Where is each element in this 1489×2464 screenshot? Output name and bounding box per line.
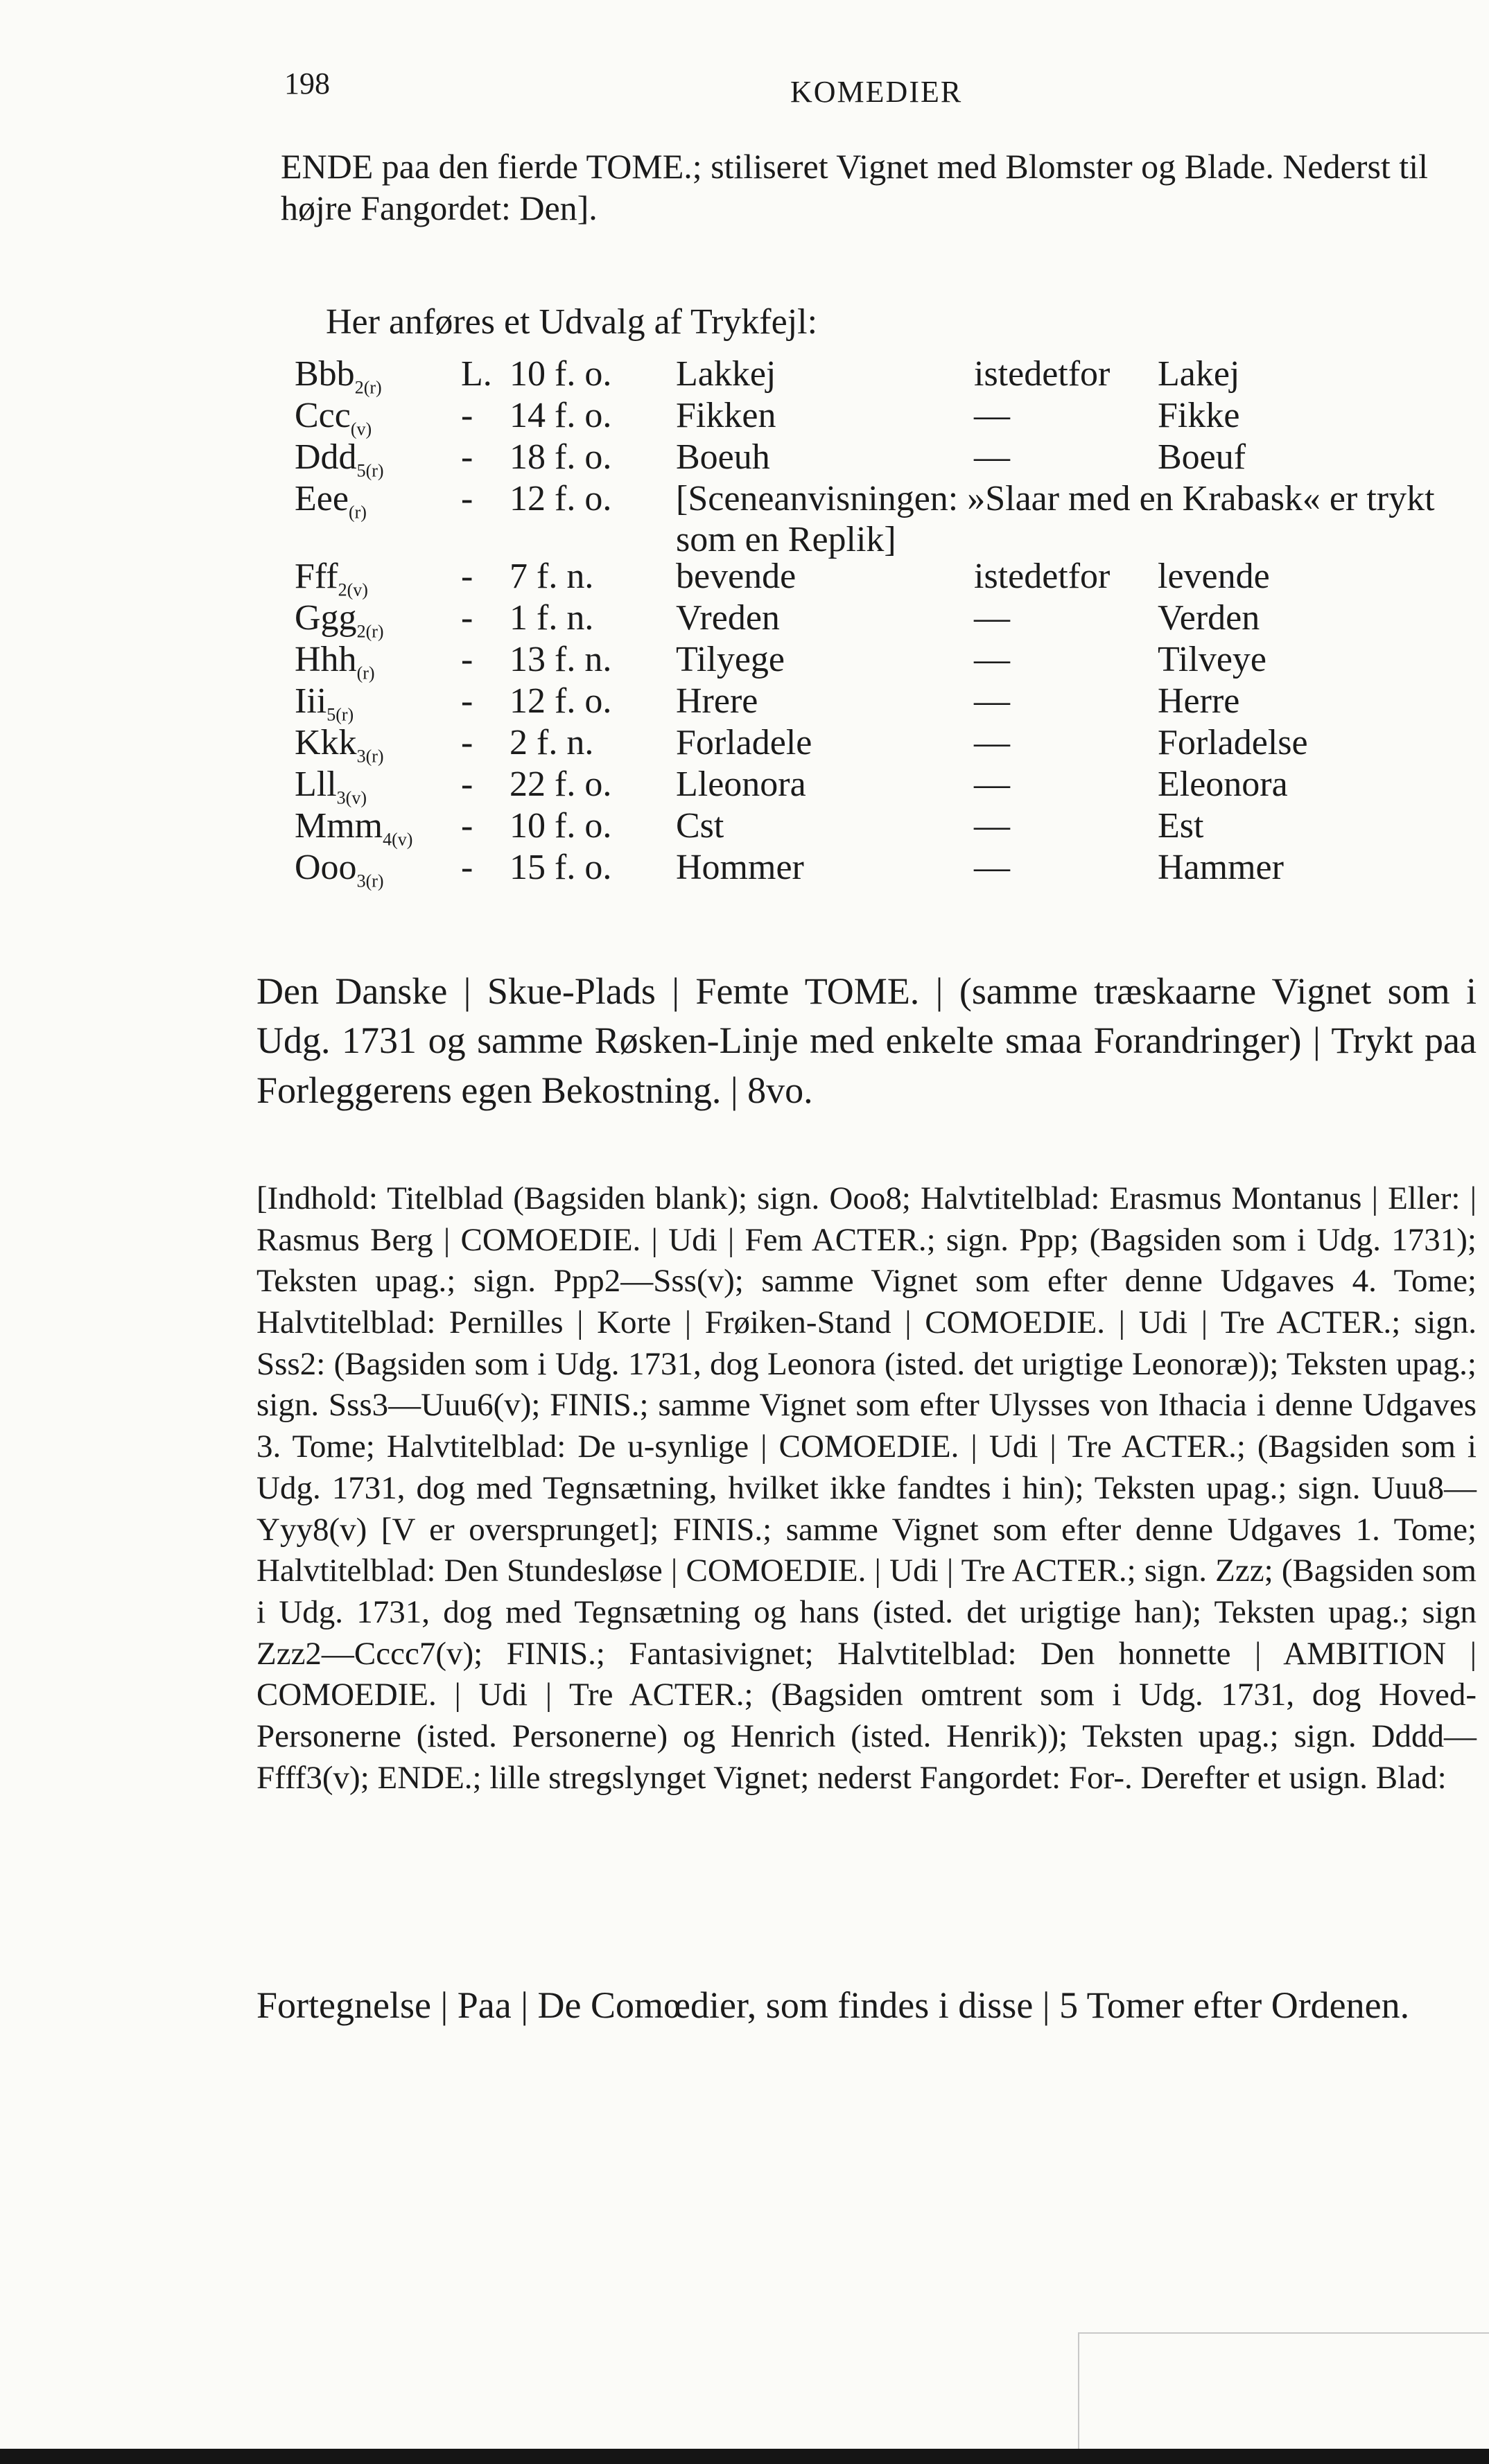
errata-signature: Bbb$_{2(r)}$ xyxy=(295,354,382,398)
errata-separator: - xyxy=(461,848,473,887)
errata-row xyxy=(295,395,1487,437)
running-title: KOMEDIER xyxy=(790,75,963,109)
errata-instead-of: — xyxy=(974,723,1010,762)
errata-row xyxy=(295,478,1487,559)
errata-separator: - xyxy=(461,764,473,804)
paragraph-femte-tome: Den Danske | Skue-Plads | Femte TOME. | (samme træskaarne Vignet som i Udg. 1731 og samme Røsken-Linje med enkelte smaa Forandringer) | Trykt paa Forleggerens egen Bekostning. | 8vo. xyxy=(256,970,1477,1111)
errata-separator: - xyxy=(461,557,473,596)
errata-correction: Tilveye xyxy=(1158,640,1266,679)
scan-bottom-bar xyxy=(0,2449,1489,2464)
errata-row xyxy=(295,639,1487,681)
errata-signature: Mmm$_{4(v)}$ xyxy=(295,806,413,850)
errata-row xyxy=(295,805,1487,850)
errata-misprint: Vreden xyxy=(676,598,780,638)
errata-misprint: Cst xyxy=(676,806,724,846)
errata-correction: Verden xyxy=(1158,598,1260,638)
errata-separator: - xyxy=(461,598,473,638)
errata-instead-of: — xyxy=(974,806,1010,846)
errata-misprint: Lleonora xyxy=(676,764,806,804)
errata-correction: levende xyxy=(1158,557,1270,596)
page-number: 198 xyxy=(284,67,330,101)
scan-edge xyxy=(1078,2332,1489,2452)
errata-location: 7 f. n. xyxy=(510,557,594,596)
errata-row xyxy=(295,764,1487,808)
errata-signature: Ddd$_{5(r)}$ xyxy=(295,437,384,481)
errata-instead-of: — xyxy=(974,640,1010,679)
errata-instead-of: — xyxy=(974,598,1010,638)
errata-location: 10 f. o. xyxy=(510,354,612,394)
errata-instead-of: — xyxy=(974,681,1010,721)
errata-instead-of: — xyxy=(974,437,1010,477)
errata-misprint: Tilyege xyxy=(676,640,785,679)
errata-location: 1 f. n. xyxy=(510,598,594,638)
errata-row xyxy=(295,847,1487,889)
paragraph-fortegnelse: Fortegnelse | Paa | De Comœdier, som findes i disse | 5 Tomer efter Ordenen. xyxy=(256,1984,1410,2026)
errata-location: 12 f. o. xyxy=(510,479,612,518)
errata-instead-of: — xyxy=(974,764,1010,804)
errata-separator: - xyxy=(461,806,473,846)
errata-location: 13 f. n. xyxy=(510,640,612,679)
errata-correction: Fikke xyxy=(1158,396,1240,435)
errata-correction: Lakej xyxy=(1158,354,1240,394)
errata-table xyxy=(295,353,1487,889)
errata-signature: Ccc$_{(v)}$ xyxy=(295,396,372,439)
errata-instead-of: istedetfor xyxy=(974,557,1111,596)
errata-signature: Hhh$_{(r)}$ xyxy=(295,640,375,683)
errata-signature: Fff$_{2(v)}$ xyxy=(295,557,368,600)
errata-correction: Eleonora xyxy=(1158,764,1288,804)
errata-location: 18 f. o. xyxy=(510,437,612,477)
errata-intro: Her anføres et Udvalg af Trykfejl: xyxy=(326,302,818,342)
errata-row xyxy=(295,681,1487,725)
errata-misprint: Hrere xyxy=(676,681,758,721)
errata-location: 12 f. o. xyxy=(510,681,612,721)
errata-misprint: Hommer xyxy=(676,848,804,887)
errata-misprint: Lakkej xyxy=(676,354,776,394)
errata-row xyxy=(295,556,1487,600)
errata-separator: - xyxy=(461,723,473,762)
errata-correction: Boeuf xyxy=(1158,437,1246,477)
errata-row xyxy=(295,597,1487,642)
errata-location: 22 f. o. xyxy=(510,764,612,804)
errata-instead-of: — xyxy=(974,396,1010,435)
errata-misprint: Fikken xyxy=(676,396,776,435)
errata-location: 2 f. n. xyxy=(510,723,594,762)
paragraph-ende: ENDE paa den fierde TOME.; stiliseret Vignet med Blomster og Blade. Nederst til højre Fangordet: Den]. xyxy=(281,147,1428,227)
errata-misprint: bevende xyxy=(676,557,796,596)
errata-correction: Forladelse xyxy=(1158,723,1308,762)
errata-correction: Hammer xyxy=(1158,848,1284,887)
errata-location: 14 f. o. xyxy=(510,396,612,435)
errata-location: 15 f. o. xyxy=(510,848,612,887)
errata-misprint: Forladele xyxy=(676,723,812,762)
errata-signature: Iii$_{5(r)}$ xyxy=(295,681,354,725)
errata-row xyxy=(295,437,1487,481)
errata-correction: Herre xyxy=(1158,681,1240,721)
errata-signature: Ooo$_{3(r)}$ xyxy=(295,848,384,891)
errata-separator: - xyxy=(461,479,473,518)
errata-instead-of: istedetfor xyxy=(974,354,1111,394)
errata-misprint: Boeuh xyxy=(676,437,770,477)
errata-signature: Eee$_{(r)}$ xyxy=(295,479,367,523)
errata-instead-of: — xyxy=(974,848,1010,887)
errata-row xyxy=(295,722,1487,767)
errata-separator: - xyxy=(461,396,473,435)
errata-separator: L. xyxy=(461,354,492,394)
errata-signature: Lll$_{3(v)}$ xyxy=(295,764,367,808)
errata-correction: Est xyxy=(1158,806,1204,846)
errata-location: 10 f. o. xyxy=(510,806,612,846)
errata-separator: - xyxy=(461,437,473,477)
paragraph-indhold: [Indhold: Titelblad (Bagsiden blank); sign. Ooo8; Halvtitelblad: Erasmus Montanus | Eller: | Rasmus Berg | COMOEDIE. | Udi | Fem ACTER.; sign. Ppp; (Bagsiden som i Udg. 1731); Teksten upag.; sign. Ppp2—Sss(v); samme Vignet som efter denne Udgaves 4. Tome; Halvtitelblad: Pernilles | Korte | Frøiken-Stand | COMOEDIE. | Udi | Tre ACTER.; sign. Sss2: (Bagsiden som i Udg. 1731, dog Leonora (isted. det urigtige Leonoræ)); Teksten upag.; sign. Sss3—Uuu6(v); FINIS.; samme Vignet som efter Ulysses von Ithacia i denne Udgaves 3. Tome; Halvtitelblad: De u-synlige | COMOEDIE. | Udi | Tre ACTER.; (Bagsiden som i Udg. 1731, dog med Tegnsætning, hvilket ikke fandtes i hin); Teksten upag.; sign. Uuu8—Yyy8(v) [V er oversprunget]; FINIS.; samme Vignet som efter denne Udgaves 1. Tome; Halvtitelblad: Den Stundesløse | COMOEDIE. | Udi | Tre ACTER.; sign. Zzz; (Bagsiden som i Udg. 1731, dog med Tegnsætning og hans (isted. det urigtige han); Teksten upag.; sign Zzz2—Cccc7(v); FINIS.; Fantasivignet; Halvtitelblad: Den honnette | AMBITION | COMOEDIE. | Udi | Tre ACTER.; (Bagsiden omtrent som i Udg. 1731, dog Hoved-Personerne (isted. Personerne) og Henrich (isted. Henrik)); Teksten upag.; sign. Dddd—Ffff3(v); ENDE.; lille stregslynget Vignet; nederst Fangordet: For-. Derefter et usign. Blad: xyxy=(256,1180,1477,1796)
errata-separator: - xyxy=(461,681,473,721)
errata-separator: - xyxy=(461,640,473,679)
errata-signature: Ggg$_{2(r)}$ xyxy=(295,598,384,642)
errata-note: [Sceneanvisningen: »Slaar med en Krabask« er trykt som en Replik] xyxy=(676,479,1435,559)
errata-row xyxy=(295,353,1487,398)
errata-signature: Kkk$_{3(r)}$ xyxy=(295,723,384,767)
